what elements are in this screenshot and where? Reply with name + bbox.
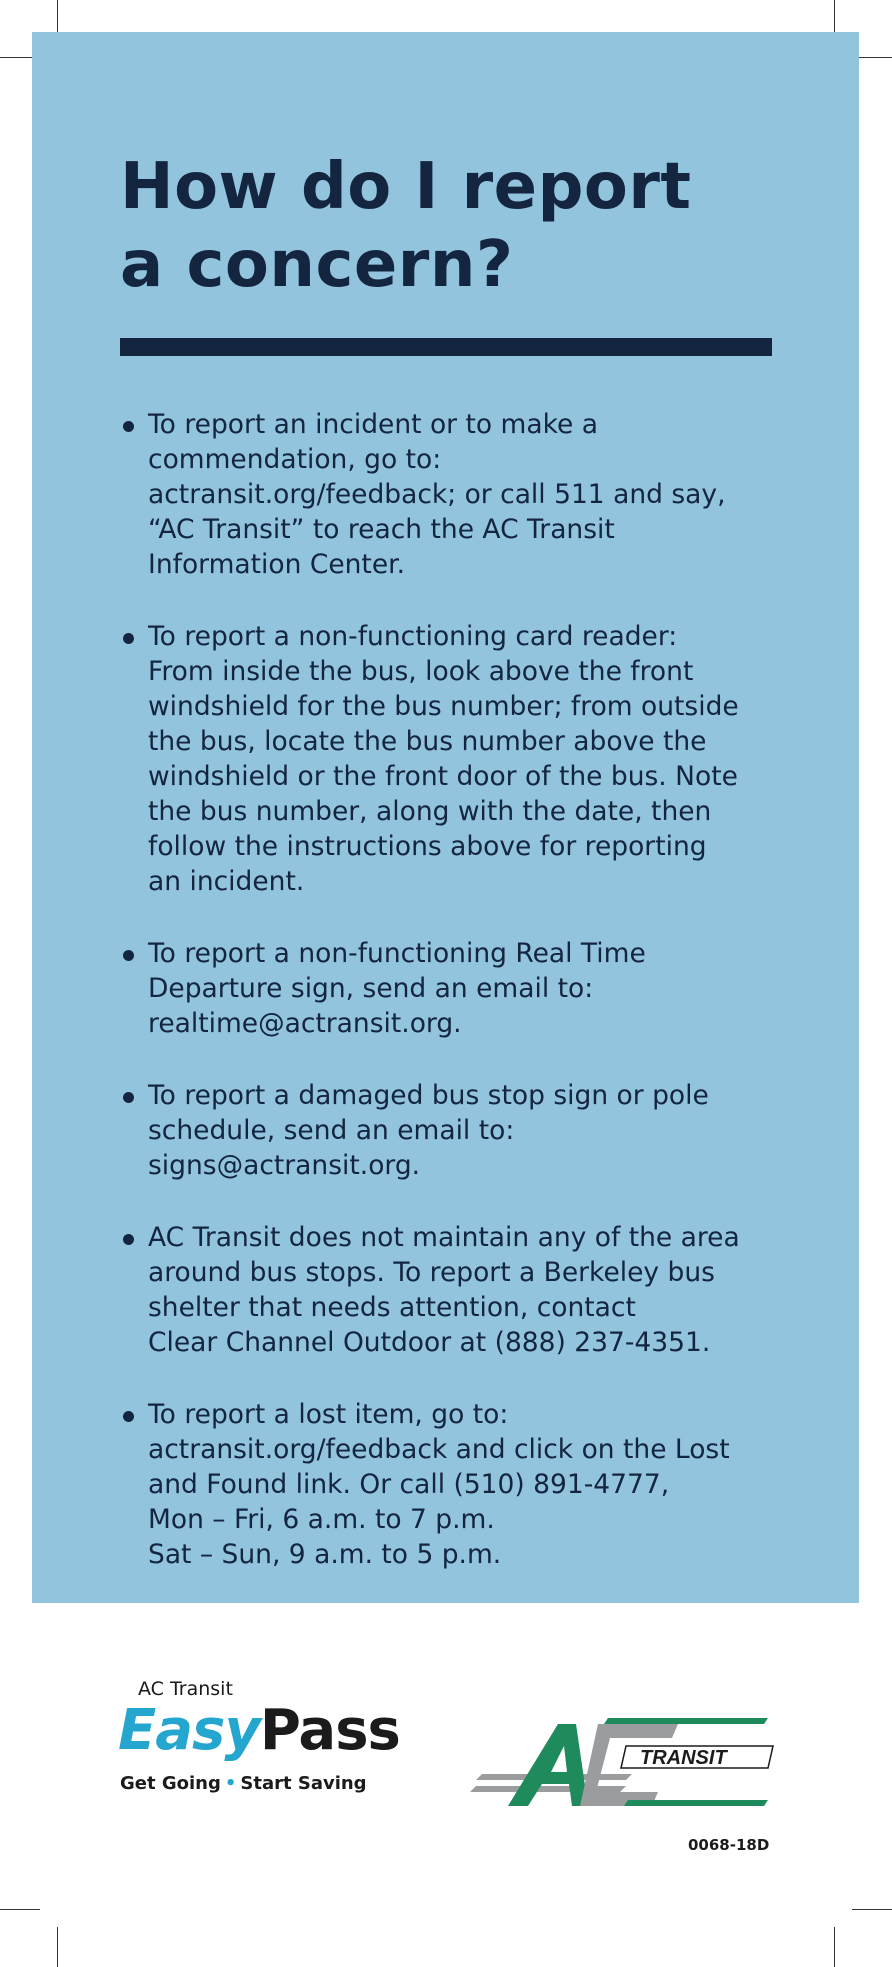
bullet-icon bbox=[123, 950, 134, 961]
bullet-text-line: To report a non-functioning card reader: bbox=[148, 621, 678, 652]
easypass-tagline-left: Get Going bbox=[120, 1773, 221, 1794]
bullet-text-line: actransit.org/feedback; or call 511 and say, bbox=[148, 479, 726, 510]
list-item bbox=[120, 407, 800, 582]
easypass-logo-easy: Easy bbox=[118, 1698, 260, 1763]
bullet-text-line: To report a lost item, go to: bbox=[148, 1399, 509, 1430]
easypass-logo-small-text: AC Transit bbox=[138, 1678, 233, 1700]
actransit-logo bbox=[468, 1716, 778, 1808]
list-item bbox=[120, 1397, 800, 1572]
concern-list bbox=[120, 407, 800, 1609]
bullet-text-line: and Found link. Or call (510) 891-4777, bbox=[148, 1469, 670, 1500]
actransit-logo-top-bar bbox=[604, 1718, 768, 1724]
bullet-icon bbox=[123, 1092, 134, 1103]
bullet-text-line: Information Center. bbox=[148, 549, 406, 580]
easypass-logo bbox=[118, 1676, 400, 1806]
list-item bbox=[120, 1078, 800, 1183]
bullet-text-line: To report a damaged bus stop sign or pole bbox=[148, 1080, 709, 1111]
document-code: 0068-18D bbox=[688, 1836, 770, 1854]
bullet-text-line: To report an incident or to make a bbox=[148, 409, 598, 440]
bullet-text-line: shelter that needs attention, contact bbox=[148, 1292, 636, 1323]
title-line-2: a concern? bbox=[120, 228, 514, 302]
bullet-text-line: schedule, send an email to: bbox=[148, 1115, 515, 1146]
crop-mark bbox=[852, 1909, 892, 1910]
crop-mark bbox=[57, 1927, 58, 1967]
bullet-text-line: signs@actransit.org. bbox=[148, 1150, 421, 1181]
bullet-text-line: follow the instructions above for reporting bbox=[148, 831, 707, 862]
crop-mark bbox=[0, 1909, 40, 1910]
bullet-icon bbox=[123, 1234, 134, 1245]
bullet-text-line: commendation, go to: bbox=[148, 444, 442, 475]
bullet-text-line: the bus, locate the bus number above the bbox=[148, 726, 707, 757]
title-line-1: How do I report bbox=[120, 150, 692, 224]
bullet-icon bbox=[123, 421, 134, 432]
actransit-logo-bottom-bar bbox=[624, 1800, 768, 1806]
bullet-icon bbox=[123, 1411, 134, 1422]
bullet-text-line: Mon – Fri, 6 a.m. to 7 p.m. bbox=[148, 1504, 495, 1535]
list-item bbox=[120, 936, 800, 1041]
bullet-text-line: From inside the bus, look above the front bbox=[148, 656, 694, 687]
actransit-logo-stripe bbox=[470, 1786, 626, 1792]
easypass-logo-pass: Pass bbox=[259, 1698, 400, 1763]
easypass-tagline-right: Start Saving bbox=[240, 1773, 367, 1794]
bullet-text-line: Sat – Sun, 9 a.m. to 5 p.m. bbox=[148, 1539, 502, 1570]
bullet-text-line: Clear Channel Outdoor at (888) 237-4351. bbox=[148, 1327, 711, 1358]
easypass-tagline bbox=[120, 1773, 367, 1794]
bullet-text-line: windshield for the bus number; from outside bbox=[148, 691, 739, 722]
list-item bbox=[120, 619, 800, 899]
bullet-text-line: windshield or the front door of the bus. Note bbox=[148, 761, 738, 792]
bullet-text-line: an incident. bbox=[148, 866, 305, 897]
actransit-logo-a bbox=[508, 1724, 588, 1806]
bullet-text-line: the bus number, along with the date, then bbox=[148, 796, 712, 827]
bullet-text-line: actransit.org/feedback and click on the Lost bbox=[148, 1434, 730, 1465]
easypass-logo-wordmark bbox=[118, 1698, 400, 1764]
bullet-text-line: AC Transit does not maintain any of the area bbox=[148, 1222, 740, 1253]
bullet-text-line: “AC Transit” to reach the AC Transit bbox=[148, 514, 615, 545]
bullet-text-line: realtime@actransit.org. bbox=[148, 1008, 462, 1039]
bullet-icon bbox=[123, 633, 134, 644]
title-divider bbox=[120, 338, 772, 356]
bullet-text-line: Departure sign, send an email to: bbox=[148, 973, 594, 1004]
bullet-text-line: To report a non-functioning Real Time bbox=[148, 938, 646, 969]
bullet-text-line: around bus stops. To report a Berkeley bus bbox=[148, 1257, 715, 1288]
easypass-tagline-separator: • bbox=[224, 1773, 237, 1794]
list-item bbox=[120, 1220, 800, 1360]
crop-mark bbox=[834, 1927, 835, 1967]
actransit-logo-word: TRANSIT bbox=[640, 1747, 727, 1769]
page-title bbox=[120, 148, 760, 304]
